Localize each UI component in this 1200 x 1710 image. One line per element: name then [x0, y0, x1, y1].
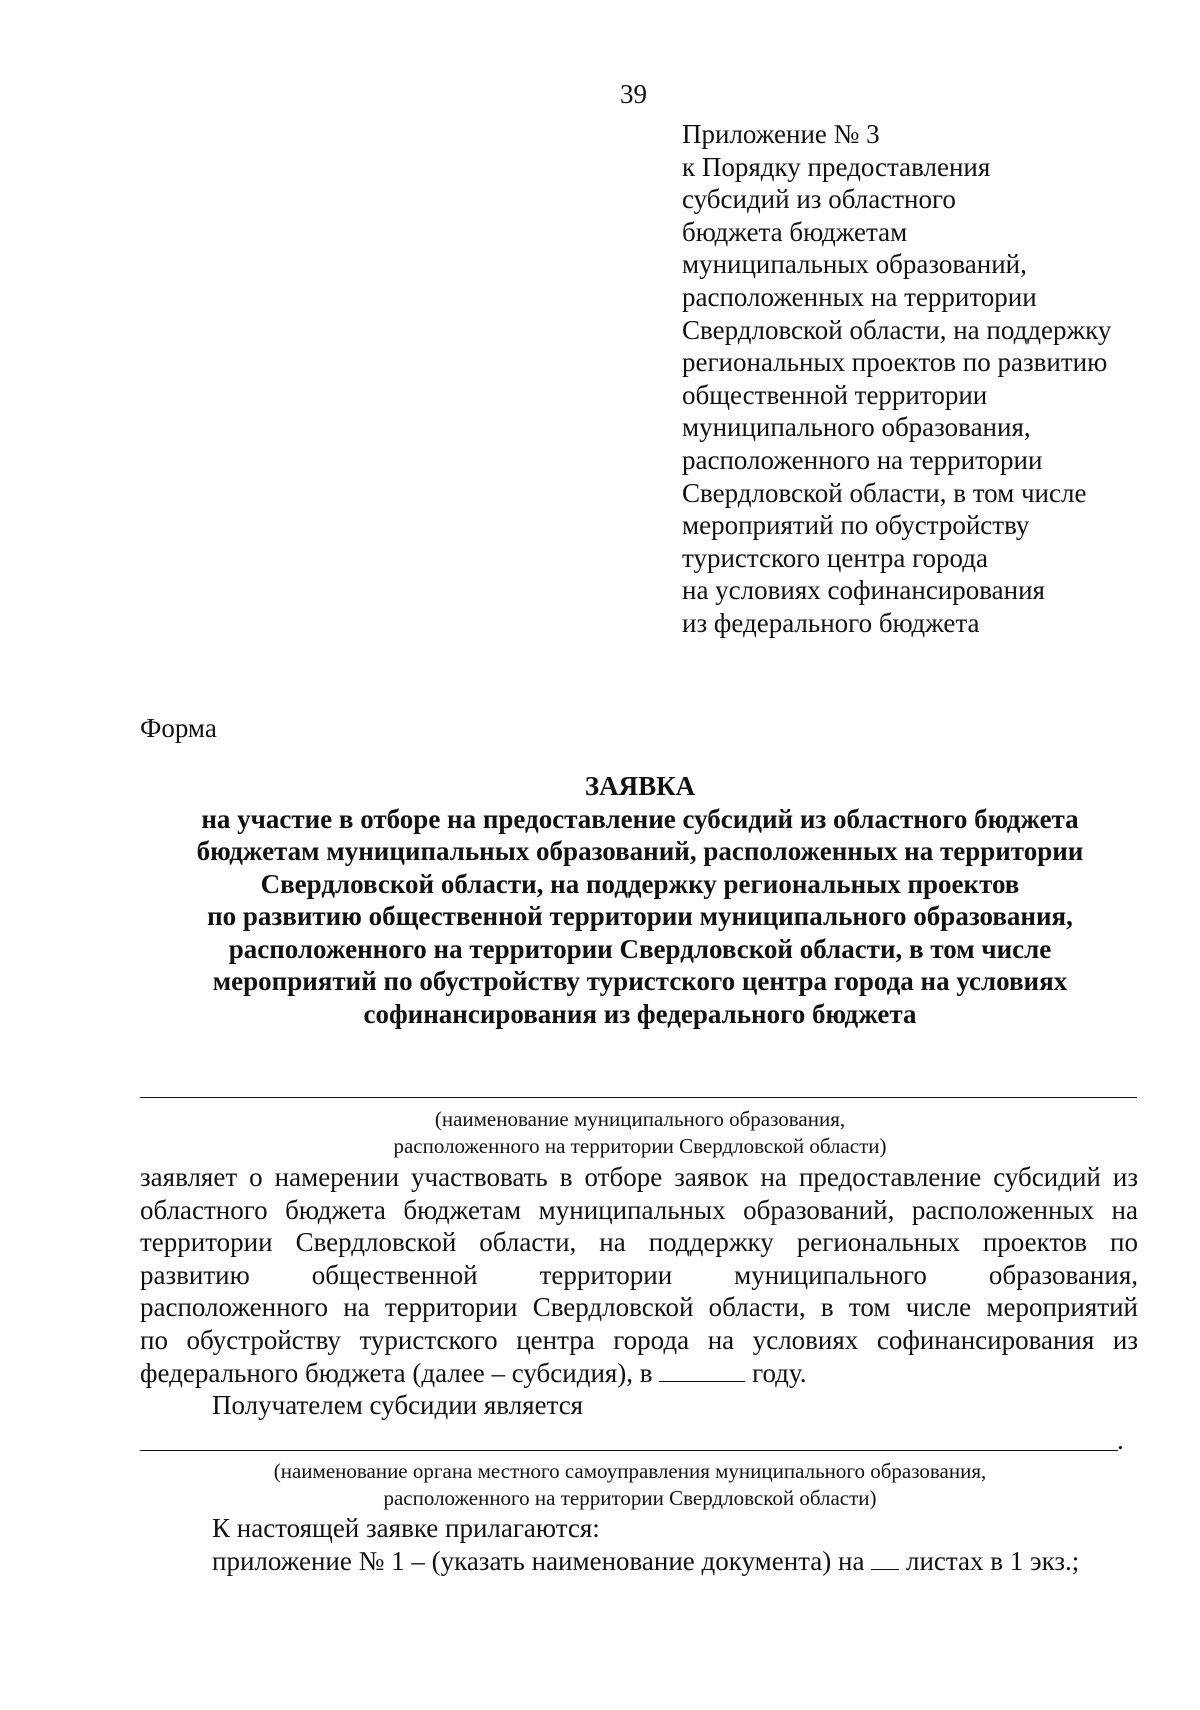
attachments-intro: К настоящей заявке прилагаются: — [212, 1513, 600, 1543]
appendix-line: из федерального бюджета — [682, 607, 980, 638]
recipient-name-caption — [130, 1458, 1130, 1511]
caption-line: расположенного на территории Свердловской области) — [393, 1133, 887, 1158]
appendix-line: муниципальных образований, — [682, 249, 1027, 280]
municipality-name-field-line[interactable] — [140, 1097, 1137, 1098]
body-line: территории Свердловской области, на поддержку региональных проектов по — [140, 1227, 1138, 1258]
attachment-item-start: приложение № 1 – (указать наименование документа) на — [212, 1546, 872, 1576]
trailing-dot: . — [1117, 1425, 1124, 1455]
appendix-line: туристского центра города — [682, 542, 988, 573]
body-paragraph — [140, 1161, 1138, 1389]
document-title — [140, 770, 1140, 1030]
attachment-item — [212, 1545, 1079, 1577]
recipient-text: Получателем субсидии является — [212, 1390, 584, 1420]
title-line: софинансирования из федерального бюджета — [363, 998, 917, 1029]
year-blank-field[interactable] — [659, 1359, 745, 1382]
appendix-line: региональных проектов по развитию — [682, 347, 1108, 378]
sheets-count-blank-field[interactable] — [871, 1547, 899, 1570]
appendix-line: расположенных на территории — [682, 281, 1037, 312]
appendix-reference — [682, 118, 1162, 640]
municipality-name-caption — [140, 1106, 1140, 1159]
title-line: по развитию общественной территории муниципального образования, — [207, 901, 1073, 931]
form-label: Форма — [140, 713, 217, 743]
title-heading: ЗАЯВКА — [584, 771, 696, 801]
appendix-line: общественной территории — [682, 379, 988, 410]
caption-line: (наименование муниципального образования, — [434, 1107, 846, 1131]
page-number: 39 — [620, 79, 647, 109]
caption-line: расположенного на территории Свердловской области) — [383, 1485, 877, 1510]
body-line: расположенного на территории Свердловской области, в том числе мероприятий — [140, 1292, 1138, 1323]
title-line: бюджетам муниципальных образований, расположенных на территории — [196, 836, 1084, 866]
body-last-line-start: федерального бюджета (далее – субсидия), в — [140, 1357, 660, 1388]
appendix-line: на условиях софинансирования — [682, 575, 1045, 606]
title-line: Свердловской области, на поддержку региональных проектов — [260, 868, 1020, 899]
appendix-line: расположенного на территории — [682, 444, 1043, 475]
appendix-line: субсидий из областного — [682, 184, 956, 215]
title-line: на участие в отборе на предоставление субсидий из областного бюджета — [201, 803, 1079, 834]
appendix-line: мероприятий по обустройству — [682, 510, 1030, 541]
body-line: по обустройству туристского центра города на условиях софинансирования из — [140, 1324, 1138, 1355]
caption-line: (наименование органа местного самоуправления муниципального образования, — [273, 1459, 987, 1483]
appendix-line: бюджета бюджетам — [682, 216, 908, 247]
appendix-line: Приложение № 3 — [682, 119, 880, 149]
body-last-line-end: году. — [745, 1357, 807, 1388]
attachment-item-end: листах в 1 экз.; — [899, 1546, 1080, 1576]
body-line: развитию общественной территории муниципального образования, — [140, 1259, 1138, 1290]
appendix-line: Свердловской области, в том числе — [682, 477, 1087, 508]
body-line: областного бюджета бюджетам муниципальных образований, расположенных на — [140, 1194, 1138, 1225]
title-line: расположенного на территории Свердловской области, в том числе — [228, 933, 1052, 964]
title-line: мероприятий по обустройству туристского центра города на условиях — [212, 966, 1068, 996]
body-last-line — [140, 1357, 1138, 1390]
appendix-line: к Порядку предоставления — [682, 151, 991, 182]
body-line: заявляет о намерении участвовать в отборе заявок на предоставление субсидий из — [140, 1162, 1138, 1192]
appendix-line: Свердловской области, на поддержку — [682, 314, 1112, 345]
recipient-name-field-line[interactable] — [140, 1450, 1118, 1451]
appendix-line: муниципального образования, — [682, 412, 1031, 443]
